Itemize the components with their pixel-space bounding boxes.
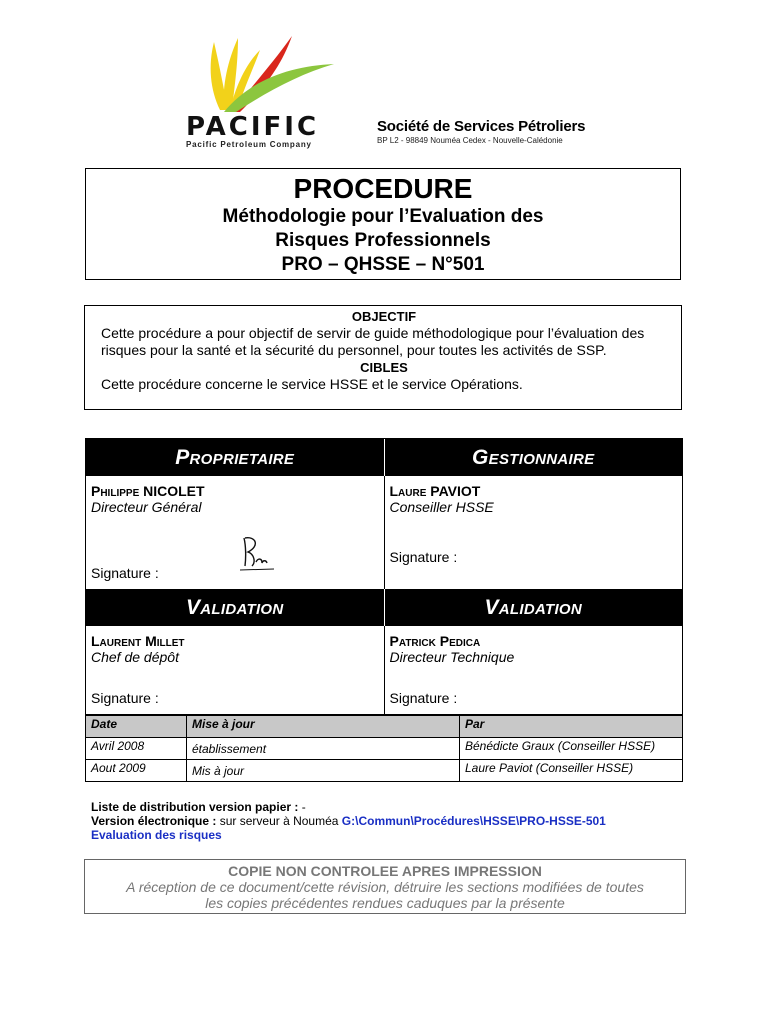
validation-right-header: Validation xyxy=(384,589,683,626)
revision-header-row xyxy=(86,716,683,738)
procedure-subtitle-line1: Méthodologie pour l’Evaluation des xyxy=(222,206,544,227)
copy-notice-text-line2: les copies précédentes rendues caduques par la présente xyxy=(205,895,565,911)
revision-author: Bénédicte Graux (Conseiller HSSE) xyxy=(460,738,683,760)
gestionnaire-signature-label: Signature : xyxy=(389,549,458,565)
file-path-link-line2[interactable]: Evaluation des risques xyxy=(91,828,222,842)
electronic-version-value: sur serveur à Nouméa xyxy=(219,814,339,828)
gestionnaire-role: Conseiller HSSE xyxy=(389,499,494,515)
file-path-link[interactable]: G:\Commun\Procédures\HSSE\PRO-HSSE-501 xyxy=(341,814,606,828)
validation-left-cell xyxy=(86,626,384,714)
company-address: BP L2 - 98849 Nouméa Cedex - Nouvelle-Calédonie xyxy=(377,136,563,145)
validation-left-header: Validation xyxy=(185,596,284,619)
logo-tagline: Pacific Petroleum Company xyxy=(186,140,312,149)
pacific-logo-icon xyxy=(180,30,340,116)
cibles-text: Cette procédure concerne le service HSSE et le service Opérations. xyxy=(101,376,523,392)
electronic-version-label: Version électronique : xyxy=(91,814,217,828)
revision-header-by: Par xyxy=(460,716,683,738)
copy-notice-text-line1: A réception de ce document/cette révision, détruire les sections modifiées de toutes xyxy=(126,879,644,895)
procedure-reference: PRO – QHSSE – N°501 xyxy=(281,254,485,275)
validation-body-row xyxy=(86,626,682,714)
revision-header-date: Date xyxy=(86,716,187,738)
cibles-heading: CIBLES xyxy=(360,360,408,375)
validation-left-name: Laurent Millet xyxy=(91,633,185,649)
validation-right-cell xyxy=(384,626,683,714)
proprietaire-role: Directeur Général xyxy=(91,499,202,515)
roles-body-row xyxy=(86,476,682,589)
roles-grid xyxy=(85,438,683,715)
validation-header-row xyxy=(86,589,682,626)
proprietaire-name: Philippe NICOLET xyxy=(91,483,205,499)
validation-left-role: Chef de dépôt xyxy=(91,649,179,665)
company-name: Société de Services Pétroliers xyxy=(377,118,586,135)
logo-wordmark: PACIFIC xyxy=(186,112,320,142)
revision-header-update: Mise à jour xyxy=(187,716,460,738)
proprietaire-cell xyxy=(86,476,384,589)
revision-table xyxy=(85,715,683,782)
revision-date: Aout 2009 xyxy=(86,760,187,782)
handwritten-signature-icon xyxy=(236,532,276,574)
validation-right-role: Directeur Technique xyxy=(389,649,515,665)
validation-left-signature-label: Signature : xyxy=(91,690,159,706)
gestionnaire-name: Laure PAVIOT xyxy=(389,483,481,499)
proprietaire-signature-label: Signature : xyxy=(91,565,159,581)
paper-distribution-value: - xyxy=(301,800,306,814)
procedure-title-box xyxy=(85,168,681,280)
paper-distribution-label: Liste de distribution version papier : xyxy=(91,800,299,814)
validation-right-name: Patrick Pedica xyxy=(389,633,481,649)
procedure-title: PROCEDURE xyxy=(293,173,473,204)
proprietaire-header: Proprietaire xyxy=(175,446,295,469)
revision-date: Avril 2008 xyxy=(86,738,187,760)
copy-notice-heading: COPIE NON CONTROLEE APRES IMPRESSION xyxy=(228,863,542,879)
distribution-block xyxy=(91,800,606,842)
procedure-subtitle-line2: Risques Professionnels xyxy=(275,230,491,251)
table-row xyxy=(86,760,683,782)
objectif-heading: OBJECTIF xyxy=(351,309,417,324)
gestionnaire-header: Gestionnaire xyxy=(384,439,683,476)
roles-header-row xyxy=(86,439,682,476)
gestionnaire-cell xyxy=(384,476,683,589)
table-row xyxy=(86,738,683,760)
revision-update: Mis à jour xyxy=(187,760,460,782)
objectif-box xyxy=(84,305,682,410)
objectif-text: Cette procédure a pour objectif de servir de guide méthodologique pour l’évaluation des risques pour la santé et la sécurité du personnel, pour toutes les activités de SSP. xyxy=(101,325,645,358)
revision-author: Laure Paviot (Conseiller HSSE) xyxy=(460,760,683,782)
validation-right-signature-label: Signature : xyxy=(389,690,458,706)
uncontrolled-copy-notice xyxy=(84,859,686,914)
revision-update: établissement xyxy=(187,738,460,760)
